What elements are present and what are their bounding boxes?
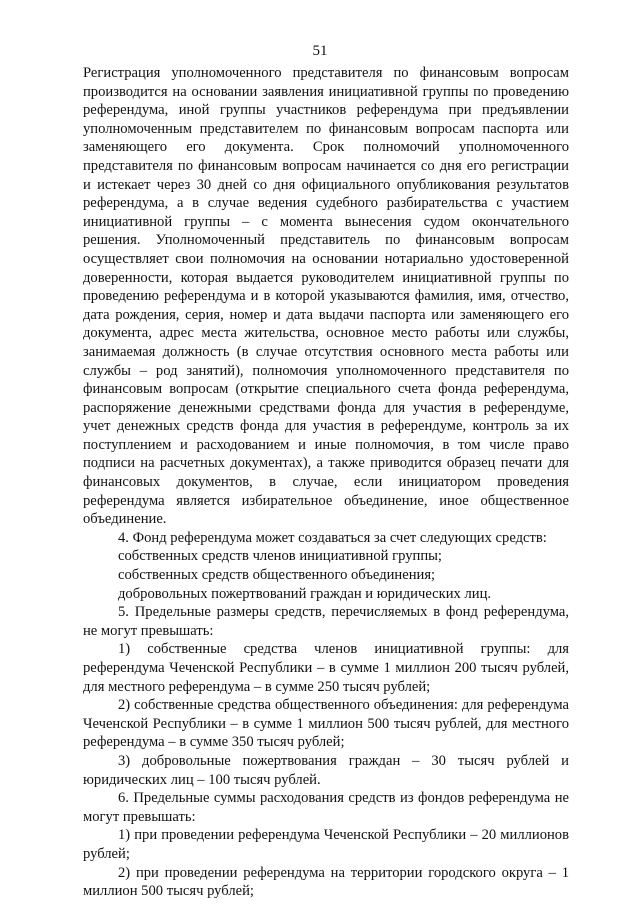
paragraph-item-6-2: 2) при проведении референдума на территории городского округа – 1 миллион 500 тысяч рублей; [83,864,569,900]
paragraph-item-6: 6. Предельные суммы расходования средств из фондов референдума не могут превышать: [83,790,569,825]
paragraph-item-6-1: 1) при проведении референдума Чеченской Республики – 20 миллионов рублей; [83,827,569,862]
paragraph-source-association-funds: собственных средств общественного объединения; [118,567,436,584]
paragraph-item-5-2: 2) собственные средства общественного объединения: для референдума Чеченской Республики – в сумме 1 миллион 500 тысяч рублей, для местного референдума – в сумме 350 тысяч рублей; [83,697,569,751]
paragraph-item-4: 4. Фонд референдума может создаваться за счет следующих средств: [118,529,547,546]
document-body [83,64,569,901]
page-number: 51 [312,43,328,59]
paragraph-item-5-3: 3) добровольные пожертвования граждан – 30 тысяч рублей и юридических лиц – 100 тысяч рублей. [83,752,569,788]
paragraph-item-5-1: 1) собственные средства членов инициативной группы: для референдума Чеченской Республики – в сумме 1 миллион 200 тысяч рублей, для местного референдума – в сумме 250 тысяч рублей; [83,641,569,695]
paragraph-source-donations: добровольных пожертвований граждан и юридических лиц. [118,585,492,602]
paragraph-representative-registration: Регистрация уполномоченного представителя по финансовым вопросам производится на основании заявления инициативной группы по проведению референдума, иной группы участников референдума при предъявлении уполномоченным представителем по финансовым вопросам паспорта или заменяющего его документа. Срок полномочий уполномоченного представителя по финансовым вопросам начинается со дня его регистрации и истекает через 30 дней со дня официального опубликования результатов референдума, а в случае ведения судебного разбирательства с участием инициативной группы – с момента вынесения судом окончательного решения. Уполномоченный представитель по финансовым вопросам осуществляет свои полномочия на основании нотариально удостоверенной доверенности, которая выдается руководителем инициативной группы по проведению референдума и в которой указываются фамилия, имя, отчество, дата рождения, серия, номер и дата выдачи паспорта или заменяющего его документа, адрес места жительства, основное место работы или службы, занимаемая должность (в случае отсутствия основного места работы или службы – род занятий), полномочия уполномоченного представителя по финансовым вопросам (открытие специального счета фонда референдума, распоряжение денежными средствами фонда для участия в референдуме, учет денежных средств фонда для участия в референдуме, контроль за их поступлением и расходованием и иные полномочия, в том числе право подписи на расчетных документах), а также приводится образец печати для финансовых документов, в случае, если инициатором проведения референдума является избирательное объединение, иное общественное объединение. [83,65,569,528]
paragraph-source-group-funds: собственных средств членов инициативной группы; [118,548,442,565]
paragraph-item-5: 5. Предельные размеры средств, перечисляемых в фонд референдума, не могут превышать: [83,604,569,639]
